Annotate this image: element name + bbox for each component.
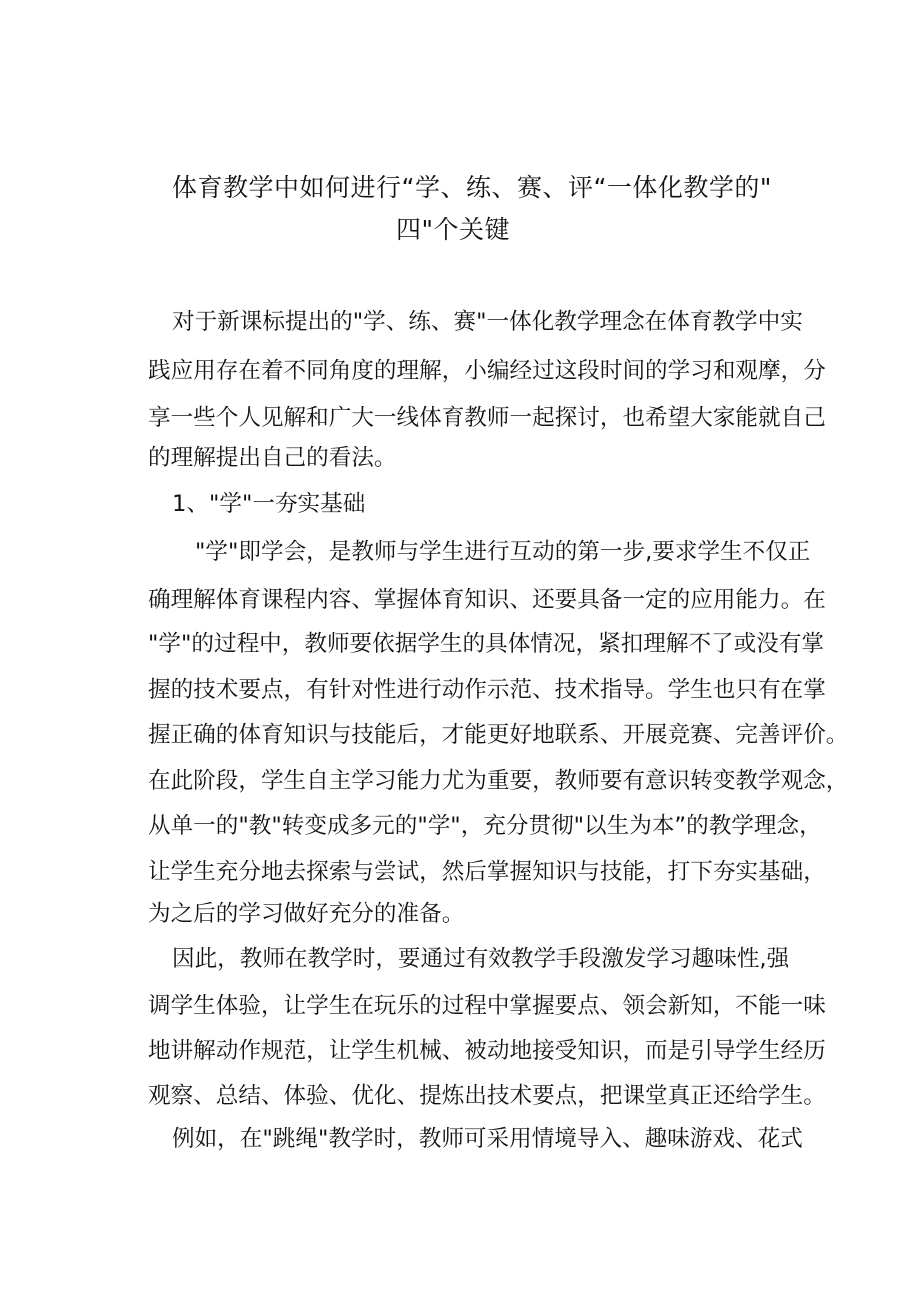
- paragraph-line: 观察、总结、体验、优化、提炼出技术要点，把课堂真正还给学生。: [148, 1083, 826, 1109]
- paragraph-line: 从单一的"教"转变成多元的"学"，充分贯彻"以生为本”的教学理念，: [148, 813, 822, 839]
- paragraph-line: 因此，教师在教学时，要通过有效教学手段激发学习趣味性,强: [172, 946, 790, 972]
- paragraph-line: 例如，在"跳绳"教学时，教师可采用情境导入、趣味游戏、花式: [172, 1126, 803, 1152]
- paragraph-line: 为之后的学习做好充分的准备。: [148, 901, 465, 927]
- section-heading: 1、"学"一夯实基础: [172, 491, 366, 517]
- paragraph-line: 调学生体验，让学生在玩乐的过程中掌握要点、领会新知，不能一味: [148, 993, 826, 1019]
- paragraph-line: 享一些个人见解和广大一线体育教师一起探讨，也希望大家能就自己: [148, 405, 826, 431]
- paragraph-line: "学"的过程中，教师要依据学生的具体情况，紧扣理解不了或没有掌: [148, 631, 825, 657]
- paragraph-line: 的理解提出自己的看法。: [148, 445, 397, 471]
- paragraph-line: 握正确的体育知识与技能后，才能更好地联系、开展竞赛、完善评价。: [148, 722, 849, 748]
- paragraph-line: 握的技术要点，有针对性进行动作示范、技术指导。学生也只有在掌: [148, 677, 826, 703]
- paragraph-line: 在此阶段，学生自主学习能力尤为重要，教师要有意识转变教学观念，: [148, 768, 849, 794]
- paragraph-line: 地讲解动作规范，让学生机械、被动地接受知识，而是引导学生经历: [148, 1038, 826, 1064]
- paragraph-line: 确理解体育课程内容、掌握体育知识、还要具备一定的应用能力。在: [148, 587, 826, 613]
- document-title-line-2: 四"个关键: [396, 215, 510, 244]
- document-title-line-1: 体育教学中如何进行“学、练、赛、评“一体化教学的": [172, 173, 772, 202]
- paragraph-line: 让学生充分地去探索与尝试，然后掌握知识与技能，打下夯实基础，: [148, 859, 826, 885]
- paragraph-line: 对于新课标提出的"学、练、赛"一体化教学理念在体育教学中实: [172, 309, 803, 335]
- paragraph-line: 践应用存在着不同角度的理解，小编经过这段时间的学习和观摩，分: [148, 358, 826, 384]
- paragraph-line: "学"即学会，是教师与学生进行互动的第一步,要求学生不仅正: [195, 539, 811, 565]
